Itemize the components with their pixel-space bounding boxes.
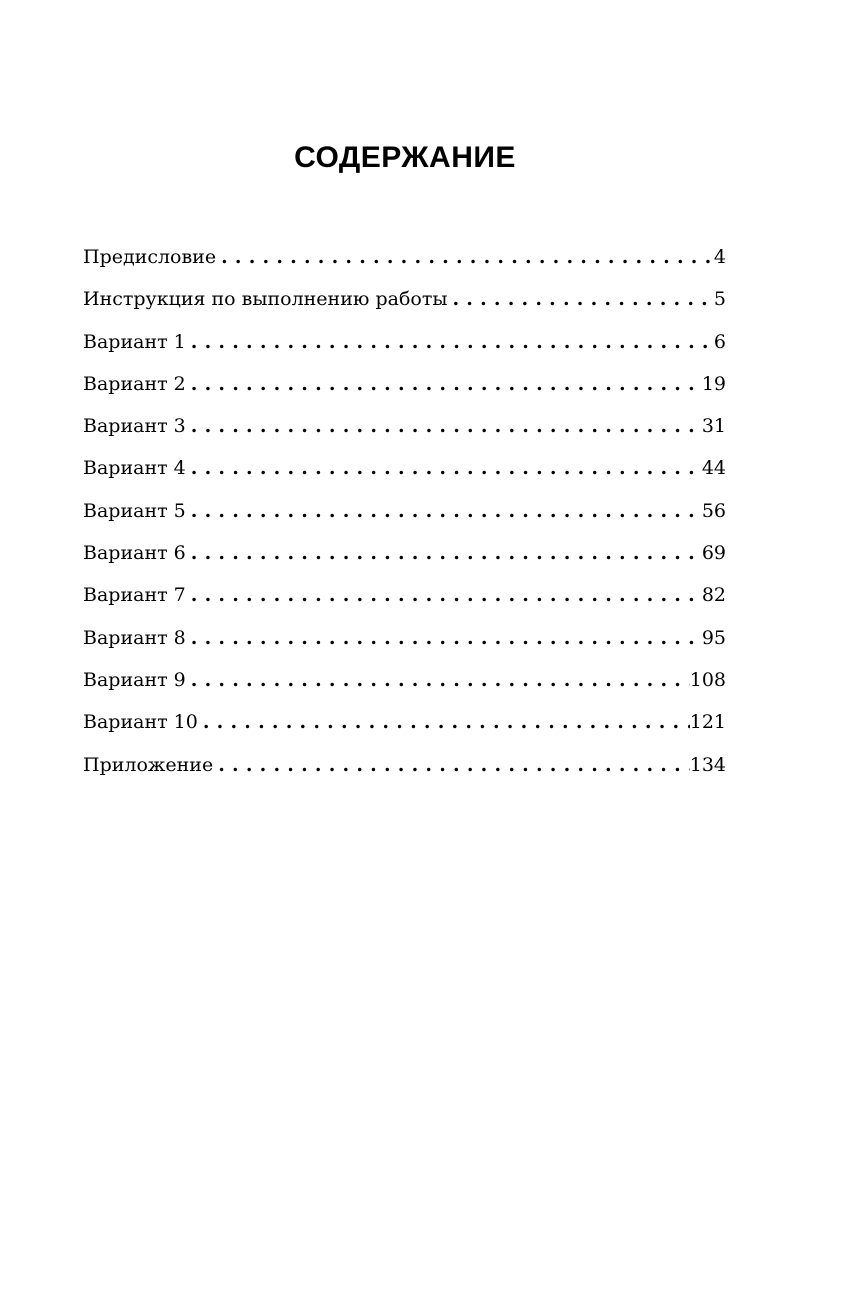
toc-entry-variant-6 xyxy=(83,536,726,578)
dot-leader xyxy=(186,409,702,443)
dot-leader xyxy=(186,663,690,697)
toc-entry-page: 56 xyxy=(701,499,726,522)
toc-entry-preface xyxy=(83,240,726,282)
toc-entry-page: 95 xyxy=(701,626,726,649)
dot-leader xyxy=(186,367,702,401)
toc-entry-label: Вариант 7 xyxy=(83,584,186,607)
dot-leader xyxy=(186,578,702,612)
toc-entry-label: Вариант 4 xyxy=(83,457,186,480)
toc-entry-instructions xyxy=(83,282,726,324)
toc-entry-page: 6 xyxy=(713,330,726,353)
toc-entry-page: 31 xyxy=(701,415,726,438)
toc-entry-variant-3 xyxy=(83,409,726,451)
toc-entry-label: Вариант 5 xyxy=(83,499,186,522)
toc-entry-page: 121 xyxy=(689,711,726,734)
toc-entry-label: Вариант 2 xyxy=(83,372,186,395)
toc-entry-variant-4 xyxy=(83,451,726,493)
toc-entry-label: Приложение xyxy=(83,753,214,776)
table-of-contents xyxy=(83,240,726,790)
page-title: СОДЕРЖАНИЕ xyxy=(294,141,516,174)
toc-entry-variant-9 xyxy=(83,663,726,705)
dot-leader xyxy=(186,325,714,359)
toc-entry-page: 19 xyxy=(701,372,726,395)
dot-leader xyxy=(447,282,713,316)
toc-entry-label: Вариант 9 xyxy=(83,668,186,691)
toc-entry-label: Вариант 6 xyxy=(83,542,186,565)
toc-entry-appendix xyxy=(83,748,726,790)
dot-leader xyxy=(216,240,714,274)
toc-entry-label: Вариант 1 xyxy=(83,330,186,353)
toc-entry-page: 44 xyxy=(701,457,726,480)
toc-entry-page: 5 xyxy=(713,288,726,311)
dot-leader xyxy=(186,621,702,655)
toc-entry-label: Вариант 8 xyxy=(83,626,186,649)
toc-entry-page: 4 xyxy=(713,246,726,268)
toc-entry-variant-7 xyxy=(83,578,726,620)
toc-entry-page: 69 xyxy=(701,542,726,565)
toc-entry-label: Предисловие xyxy=(83,246,217,268)
toc-entry-label: Вариант 10 xyxy=(83,711,198,734)
toc-entry-variant-10 xyxy=(83,705,726,747)
dot-leader xyxy=(186,494,702,528)
dot-leader xyxy=(213,748,690,782)
toc-entry-variant-2 xyxy=(83,367,726,409)
toc-entry-label: Вариант 3 xyxy=(83,415,186,438)
toc-entry-page: 108 xyxy=(689,668,726,691)
toc-entry-page: 134 xyxy=(689,753,726,776)
dot-leader xyxy=(186,451,702,485)
toc-entry-label: Инструкция по выполнению работы xyxy=(83,288,448,311)
toc-entry-variant-5 xyxy=(83,494,726,536)
toc-entry-variant-1 xyxy=(83,325,726,367)
dot-leader xyxy=(186,536,702,570)
dot-leader xyxy=(198,705,690,739)
toc-entry-variant-8 xyxy=(83,621,726,663)
toc-entry-page: 82 xyxy=(701,584,726,607)
